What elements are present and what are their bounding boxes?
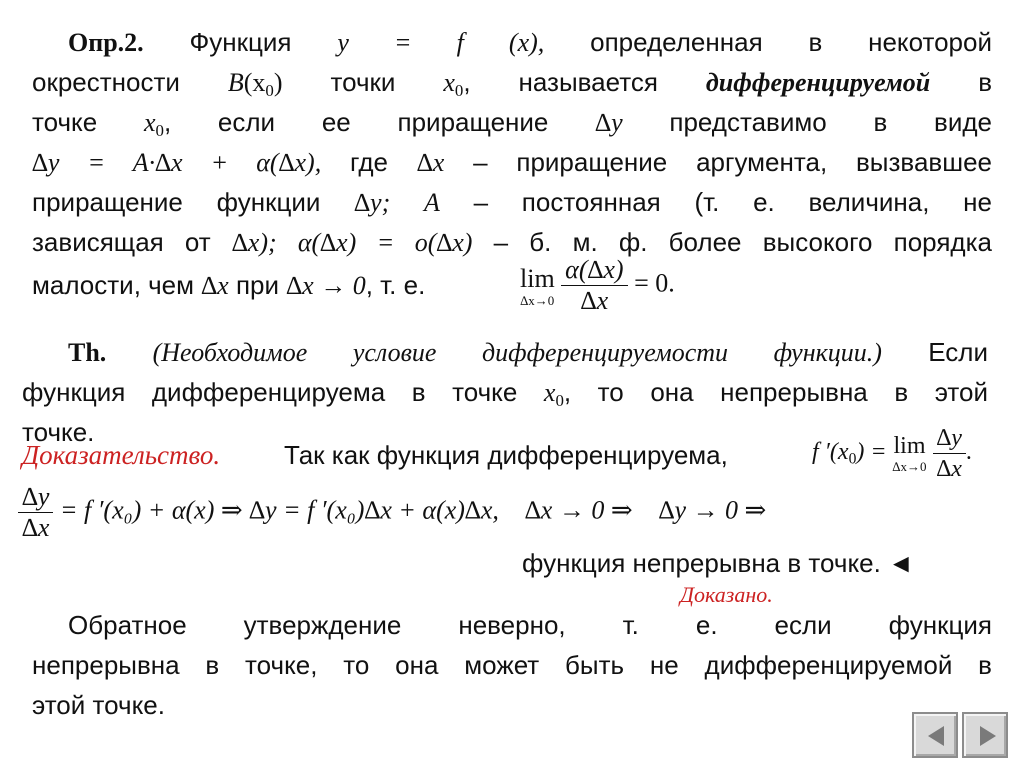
arrow-left-icon bbox=[928, 726, 944, 746]
proof-label: Доказательство. bbox=[22, 440, 221, 470]
remark-line-2: непрерывна в точке, то она может быть не дифференцируемой в bbox=[32, 650, 992, 680]
prev-slide-button[interactable] bbox=[912, 712, 958, 758]
definition-line-7: малости, чем ∆x при ∆x → 0, т. е. bbox=[32, 270, 426, 300]
term-differentiable: дифференцируемой bbox=[705, 68, 931, 97]
theorem-line-1: Th. (Необходимое условие дифференцируемости функции.) Если bbox=[68, 337, 988, 367]
arrow-right-icon bbox=[980, 726, 996, 746]
next-slide-button[interactable] bbox=[962, 712, 1008, 758]
remark-line-1: Обратное утверждение неверно, т. е. если функция bbox=[68, 610, 992, 640]
definition-line-5: приращение функции ∆y; A – постоянная (т. е. величина, не bbox=[32, 187, 992, 217]
definition-line-1: Опр.2. Функция y = f (x), определенная в некоторой bbox=[68, 27, 992, 57]
definition-line-2: окрестности $B(x_0)$ точки $x_0$, называется дифференцируемой в bbox=[32, 67, 993, 101]
proof-line-1: Так как функция дифференцируема, bbox=[284, 440, 728, 470]
proof-conclusion: функция непрерывна в точке. ◄ bbox=[522, 548, 914, 578]
proof-equation: $\frac{\Delta y}{\Delta x}$ = f ′(x₀) + α(x) ⇒ ∆y = f ′(x₀)∆x + α(x)∆x, ∆x → 0 ⇒ ∆y → 0 ⇒ bbox=[18, 482, 766, 543]
definition-line-4: ∆y = A·∆x + α(∆x), где ∆x – приращение аргумента, вызвавшее bbox=[32, 147, 992, 177]
definition-heading: Опр.2. bbox=[68, 28, 144, 57]
limit-formula: lim ∆x→0 $\frac{\alpha(\Delta x)}{\Delta x}$ = 0. bbox=[520, 255, 675, 315]
definition-line-3: точке $x_0$, если ее приращение ∆y представимо в виде bbox=[32, 107, 993, 141]
theorem-line-2: функция дифференцируема в точке $x_0$, то она непрерывна в этой bbox=[22, 377, 988, 411]
proof-done: Доказано. bbox=[680, 582, 773, 607]
definition-line-6: зависящая от ∆x); α(∆x) = o(∆x) – б. м. ф. более высокого порядка bbox=[32, 227, 992, 257]
remark-line-3: этой точке. bbox=[32, 690, 165, 720]
theorem-condition: (Необходимое условие дифференцируемости функции.) bbox=[152, 338, 882, 367]
derivative-formula: f $'(x_0) = \lim$ ∆x→0 $\frac{\Delta y}{\Delta x}$ . bbox=[812, 425, 972, 482]
theorem-heading: Th. bbox=[68, 338, 107, 367]
theorem-line-3: точке. bbox=[22, 417, 95, 447]
